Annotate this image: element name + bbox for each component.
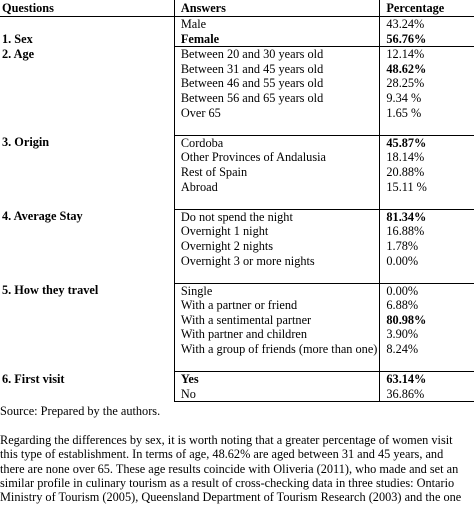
paragraph-line: there are none over 65. These age results coincide with Oliveria (2011), who made and set an <box>0 461 459 476</box>
answer-cell: Abroad <box>174 180 380 195</box>
answer-cell: Over 65 <box>174 106 380 121</box>
table-row <box>0 17 474 32</box>
question-label: 4. Average Stay <box>2 209 83 224</box>
header-percentage: Percentage <box>380 0 474 17</box>
percentage-cell: 56.76% <box>380 32 474 47</box>
empty-cell <box>380 120 474 135</box>
paragraph-line: similar profile in culinary tourism as a result of cross-checking data in three studies: Ontario <box>0 475 455 490</box>
answer-cell: Between 20 and 30 years old <box>174 47 380 62</box>
empty-cell <box>380 357 474 372</box>
table-row <box>0 135 474 150</box>
table-row <box>0 372 474 387</box>
answer-cell: With a sentimental partner <box>174 313 380 328</box>
answer-cell: Between 31 and 45 years old <box>174 62 380 77</box>
header-answers: Answers <box>174 0 380 17</box>
percentage-cell: 45.87% <box>380 135 474 150</box>
empty-cell <box>174 357 380 372</box>
paragraph-line: Ministry of Tourism (2005), Queensland Department of Tourism Research (2003) and the one <box>0 490 462 505</box>
percentage-cell: 8.24% <box>380 342 474 357</box>
answer-cell: Overnight 2 nights <box>174 239 380 254</box>
header-questions: Questions <box>0 0 174 17</box>
table-row <box>0 209 474 224</box>
answer-cell: Female <box>174 32 380 47</box>
empty-cell <box>174 120 380 135</box>
percentage-cell: 1.65 % <box>380 106 474 121</box>
percentage-cell: 15.11 % <box>380 180 474 195</box>
question-label: 5. How they travel <box>2 283 99 298</box>
paragraph-line: this type of establishment. In terms of age, 48.62% are aged between 31 and 45 years, and <box>0 447 444 462</box>
answer-cell: No <box>174 387 380 402</box>
empty-cell <box>174 268 380 283</box>
answer-cell: Overnight 1 night <box>174 224 380 239</box>
empty-cell <box>174 194 380 209</box>
percentage-cell: 63.14% <box>380 372 474 387</box>
answer-cell: With partner and children <box>174 327 380 342</box>
answer-cell: Rest of Spain <box>174 165 380 180</box>
percentage-cell: 28.25% <box>380 76 474 91</box>
percentage-cell: 6.88% <box>380 298 474 313</box>
table-row <box>0 283 474 298</box>
answer-cell: Between 56 and 65 years old <box>174 91 380 106</box>
question-label: 2. Age <box>2 46 35 61</box>
empty-cell <box>380 268 474 283</box>
percentage-cell: 9.34 % <box>380 91 474 106</box>
question-label: 1. Sex <box>2 32 33 47</box>
body-paragraph <box>0 433 474 504</box>
answer-cell: Do not spend the night <box>174 209 380 224</box>
percentage-cell: 16.88% <box>380 224 474 239</box>
percentage-cell: 43.24% <box>380 17 474 32</box>
table-row <box>0 47 474 62</box>
answer-cell: Yes <box>174 372 380 387</box>
question-label: 6. First visit <box>2 371 65 386</box>
percentage-cell: 48.62% <box>380 62 474 77</box>
percentage-cell: 0.00% <box>380 254 474 269</box>
percentage-cell: 12.14% <box>380 47 474 62</box>
percentage-cell: 18.14% <box>380 150 474 165</box>
percentage-cell: 36.86% <box>380 387 474 402</box>
percentage-cell: 20.88% <box>380 165 474 180</box>
empty-cell <box>380 194 474 209</box>
answer-cell: Overnight 3 or more nights <box>174 254 380 269</box>
answer-cell: With a partner or friend <box>174 298 380 313</box>
percentage-cell: 1.78% <box>380 239 474 254</box>
percentage-cell: 81.34% <box>380 209 474 224</box>
answer-cell: With a group of friends (more than one) <box>174 342 380 357</box>
answer-cell: Between 46 and 55 years old <box>174 76 380 91</box>
paragraph-line: Regarding the differences by sex, it is worth noting that a greater percentage of women visit <box>0 433 453 447</box>
percentage-cell: 80.98% <box>380 313 474 328</box>
percentage-cell: 3.90% <box>380 327 474 342</box>
answer-cell: Cordoba <box>174 135 380 150</box>
question-label: 3. Origin <box>2 135 50 150</box>
table-body <box>0 17 474 402</box>
answer-cell: Single <box>174 283 380 298</box>
table-header-row <box>0 0 474 17</box>
answer-cell: Other Provinces of Andalusia <box>174 150 380 165</box>
source-note: Source: Prepared by the authors. <box>0 404 161 418</box>
answer-cell: Male <box>174 17 380 32</box>
percentage-cell: 0.00% <box>380 283 474 298</box>
